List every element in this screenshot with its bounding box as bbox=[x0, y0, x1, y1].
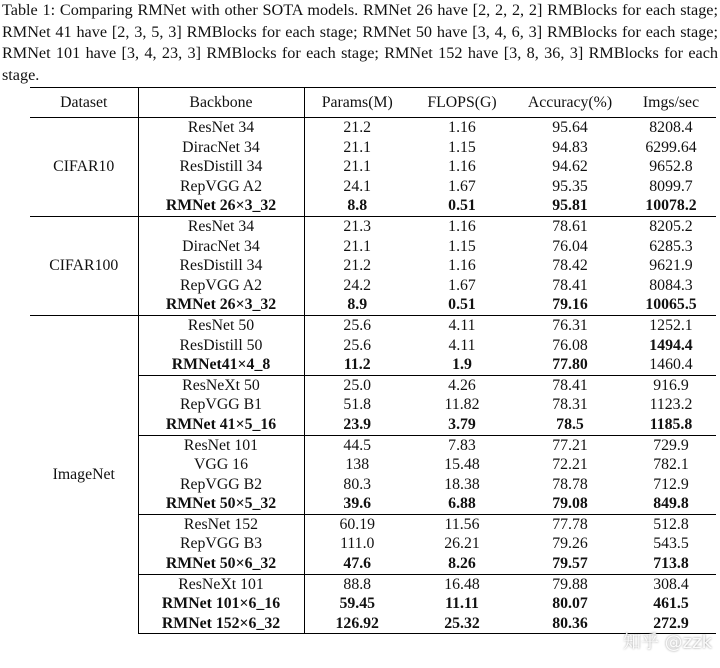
backbone-cell: RMNet 26×3_32 bbox=[138, 196, 304, 216]
flops-cell: 1.9 bbox=[452, 356, 472, 374]
flops-cell: 15.48 bbox=[444, 456, 480, 474]
flops-cell: 25.32 bbox=[410, 614, 514, 634]
params-cell: 21.3 bbox=[304, 216, 410, 236]
imgs-per-sec-cell: 1252.1 bbox=[626, 315, 716, 335]
params-cell: 21.1 bbox=[343, 138, 372, 156]
backbone-cell: RepVGG B1 bbox=[138, 395, 304, 415]
flops-cell: 11.11 bbox=[445, 595, 479, 613]
accuracy-cell: 79.08 bbox=[552, 495, 588, 513]
backbone-cell: ResNet 152 bbox=[138, 514, 304, 534]
imgs-per-sec-cell: 916.9 bbox=[626, 375, 716, 395]
accuracy-cell: 76.08 bbox=[552, 336, 588, 354]
accuracy-cell: 79.16 bbox=[552, 296, 588, 314]
flops-cell: 7.83 bbox=[410, 435, 514, 455]
imgs-per-sec-cell: 8099.7 bbox=[649, 177, 693, 195]
backbone-cell: RMNet 26×3_32 bbox=[138, 295, 304, 315]
header-params: Params(M) bbox=[321, 94, 393, 111]
table-row bbox=[30, 315, 716, 335]
backbone-cell: RepVGG A2 bbox=[138, 276, 304, 296]
imgs-per-sec-cell: 461.5 bbox=[653, 595, 689, 613]
flops-cell: 1.16 bbox=[410, 118, 514, 138]
imgs-per-sec-cell: 1185.8 bbox=[649, 415, 693, 433]
params-cell: 51.8 bbox=[343, 396, 372, 414]
table-row bbox=[30, 216, 716, 236]
accuracy-cell: 78.61 bbox=[514, 216, 626, 236]
params-cell: 21.2 bbox=[343, 257, 372, 275]
flops-cell: 16.48 bbox=[410, 574, 514, 594]
imgs-per-sec-cell: 1460.4 bbox=[649, 356, 693, 374]
flops-cell: 1.15 bbox=[448, 138, 476, 156]
backbone-cell: RMNet41×4_8 bbox=[138, 355, 304, 375]
accuracy-cell: 76.31 bbox=[514, 315, 626, 335]
flops-cell: 8.26 bbox=[448, 555, 476, 573]
params-cell: 11.2 bbox=[343, 356, 371, 374]
flops-cell: 3.79 bbox=[448, 415, 476, 433]
backbone-cell: ResNet 34 bbox=[138, 216, 304, 236]
imgs-per-sec-cell: 713.8 bbox=[653, 555, 689, 573]
params-cell: 111.0 bbox=[340, 535, 375, 553]
dataset-group-cifar100 bbox=[30, 216, 716, 315]
accuracy-cell: 78.41 bbox=[514, 375, 626, 395]
backbone-cell: RMNet 41×5_16 bbox=[138, 415, 304, 435]
flops-cell: 6.88 bbox=[448, 495, 476, 513]
flops-cell: 4.11 bbox=[448, 336, 476, 354]
imgs-per-sec-cell: 10078.2 bbox=[645, 197, 697, 215]
params-cell: 126.92 bbox=[304, 614, 410, 634]
header-imgs-per-sec: Imgs/sec bbox=[642, 94, 700, 111]
backbone-cell: ResNet 101 bbox=[138, 435, 304, 455]
flops-cell: 1.67 bbox=[448, 177, 476, 195]
params-cell: 25.6 bbox=[304, 315, 410, 335]
dataset-cell: CIFAR100 bbox=[30, 216, 138, 315]
accuracy-cell: 95.81 bbox=[552, 197, 588, 215]
accuracy-cell: 77.80 bbox=[552, 356, 588, 374]
dataset-group-cifar10 bbox=[30, 118, 716, 217]
accuracy-cell: 95.35 bbox=[552, 177, 588, 195]
imgs-per-sec-cell: 1123.2 bbox=[649, 396, 693, 414]
imgs-per-sec-cell: 9652.8 bbox=[649, 158, 693, 176]
imgs-per-sec-cell: 6285.3 bbox=[649, 237, 693, 255]
params-cell: 59.45 bbox=[339, 595, 376, 613]
params-cell: 21.2 bbox=[304, 118, 410, 138]
params-cell: 39.6 bbox=[343, 495, 372, 513]
params-cell: 47.6 bbox=[343, 555, 372, 573]
accuracy-cell: 94.83 bbox=[552, 138, 588, 156]
backbone-cell: ResNeXt 50 bbox=[138, 375, 304, 395]
imgs-per-sec-cell: 1494.4 bbox=[649, 336, 693, 354]
imgs-per-sec-cell: 8205.2 bbox=[626, 216, 716, 236]
backbone-cell: DiracNet 34 bbox=[138, 138, 304, 158]
backbone-cell: ResDistill 50 bbox=[138, 336, 304, 356]
params-cell: 80.3 bbox=[343, 475, 372, 493]
flops-cell: 1.16 bbox=[448, 257, 476, 275]
params-cell: 60.19 bbox=[304, 514, 410, 534]
backbone-cell: RMNet 101×6_16 bbox=[138, 594, 304, 614]
accuracy-cell: 78.41 bbox=[552, 276, 588, 294]
imgs-per-sec-cell: 543.5 bbox=[653, 535, 689, 553]
params-cell: 23.9 bbox=[343, 415, 372, 433]
accuracy-cell: 79.88 bbox=[514, 574, 626, 594]
accuracy-cell: 78.5 bbox=[556, 415, 584, 433]
accuracy-cell: 77.78 bbox=[514, 514, 626, 534]
backbone-cell: ResDistill 34 bbox=[138, 157, 304, 177]
backbone-cell: RMNet 50×5_32 bbox=[138, 494, 304, 514]
flops-cell: 4.11 bbox=[410, 315, 514, 335]
accuracy-cell: 72.21 bbox=[552, 456, 588, 474]
backbone-cell: RepVGG B3 bbox=[138, 534, 304, 554]
accuracy-cell: 78.42 bbox=[552, 257, 588, 275]
table-row bbox=[30, 118, 716, 138]
backbone-cell: ResNet 34 bbox=[138, 118, 304, 138]
imgs-per-sec-cell: 729.9 bbox=[626, 435, 716, 455]
flops-cell: 11.82 bbox=[444, 396, 480, 414]
results-table bbox=[30, 87, 716, 634]
imgs-per-sec-cell: 10065.5 bbox=[645, 296, 697, 314]
table-header-row bbox=[30, 88, 716, 118]
header-dataset: Dataset bbox=[30, 88, 138, 118]
params-cell: 21.1 bbox=[343, 237, 372, 255]
imgs-per-sec-cell: 272.9 bbox=[626, 614, 716, 634]
flops-cell: 1.67 bbox=[448, 276, 476, 294]
dataset-cell: CIFAR10 bbox=[30, 118, 138, 217]
accuracy-cell: 79.57 bbox=[552, 555, 588, 573]
imgs-per-sec-cell: 9621.9 bbox=[649, 257, 693, 275]
params-cell: 8.9 bbox=[347, 296, 368, 314]
flops-cell: 18.38 bbox=[444, 475, 480, 493]
accuracy-cell: 94.62 bbox=[552, 158, 588, 176]
imgs-per-sec-cell: 8084.3 bbox=[649, 276, 693, 294]
accuracy-cell: 95.64 bbox=[514, 118, 626, 138]
backbone-cell: RepVGG A2 bbox=[138, 177, 304, 197]
header-accuracy: Accuracy(%) bbox=[527, 94, 613, 111]
flops-cell: 11.56 bbox=[410, 514, 514, 534]
flops-cell: 1.16 bbox=[448, 158, 476, 176]
imgs-per-sec-cell: 6299.64 bbox=[645, 138, 697, 156]
header-backbone: Backbone bbox=[138, 88, 304, 118]
flops-cell: 1.16 bbox=[410, 216, 514, 236]
accuracy-cell: 78.78 bbox=[552, 475, 588, 493]
params-cell: 25.6 bbox=[343, 336, 372, 354]
accuracy-cell: 79.26 bbox=[552, 535, 588, 553]
backbone-cell: VGG 16 bbox=[138, 455, 304, 475]
backbone-cell: ResNet 50 bbox=[138, 315, 304, 335]
params-cell: 138 bbox=[345, 456, 370, 474]
accuracy-cell: 80.07 bbox=[552, 595, 588, 613]
flops-cell: 26.21 bbox=[444, 535, 480, 553]
flops-cell: 1.15 bbox=[448, 237, 476, 255]
params-cell: 44.5 bbox=[304, 435, 410, 455]
imgs-per-sec-cell: 512.8 bbox=[626, 514, 716, 534]
params-cell: 8.8 bbox=[347, 197, 368, 215]
accuracy-cell: 78.31 bbox=[552, 396, 588, 414]
params-cell: 24.2 bbox=[343, 276, 372, 294]
params-cell: 88.8 bbox=[304, 574, 410, 594]
accuracy-cell: 77.21 bbox=[514, 435, 626, 455]
params-cell: 24.1 bbox=[343, 177, 372, 195]
flops-cell: 0.51 bbox=[448, 296, 476, 314]
dataset-cell: ImageNet bbox=[30, 315, 138, 634]
header-flops: FLOPS(G) bbox=[427, 94, 497, 111]
backbone-cell: RMNet 50×6_32 bbox=[138, 554, 304, 574]
dataset-group-imagenet bbox=[30, 315, 716, 634]
accuracy-cell: 76.04 bbox=[552, 237, 588, 255]
imgs-per-sec-cell: 8208.4 bbox=[626, 118, 716, 138]
backbone-cell: ResDistill 34 bbox=[138, 256, 304, 276]
imgs-per-sec-cell: 782.1 bbox=[653, 456, 689, 474]
imgs-per-sec-cell: 849.8 bbox=[653, 495, 689, 513]
flops-cell: 4.26 bbox=[410, 375, 514, 395]
backbone-cell: RMNet 152×6_32 bbox=[138, 614, 304, 634]
watermark: 知乎 @zzk bbox=[622, 632, 712, 653]
backbone-cell: DiracNet 34 bbox=[138, 237, 304, 257]
backbone-cell: RepVGG B2 bbox=[138, 475, 304, 495]
flops-cell: 0.51 bbox=[448, 197, 476, 215]
accuracy-cell: 80.36 bbox=[514, 614, 626, 634]
backbone-cell: ResNeXt 101 bbox=[138, 574, 304, 594]
imgs-per-sec-cell: 712.9 bbox=[653, 475, 689, 493]
imgs-per-sec-cell: 308.4 bbox=[626, 574, 716, 594]
params-cell: 25.0 bbox=[304, 375, 410, 395]
params-cell: 21.1 bbox=[343, 158, 372, 176]
table-caption: Table 1: Comparing RMNet with other SOTA models. RMNet 26 have [2, 2, 2, 2] RMBlocks for each stage; RMNet 41 have [2, 3, 5, 3] RMBlocks for each stage; RMNet 50 have [3, 4, 6, 3] RMBlocks for each stage; RMNet 101 have [3, 4, 23, 3] RMBlocks for each stage; RMNet 152 have [3, 8, 36, 3] RMBlocks for each stage. bbox=[2, 1, 718, 84]
